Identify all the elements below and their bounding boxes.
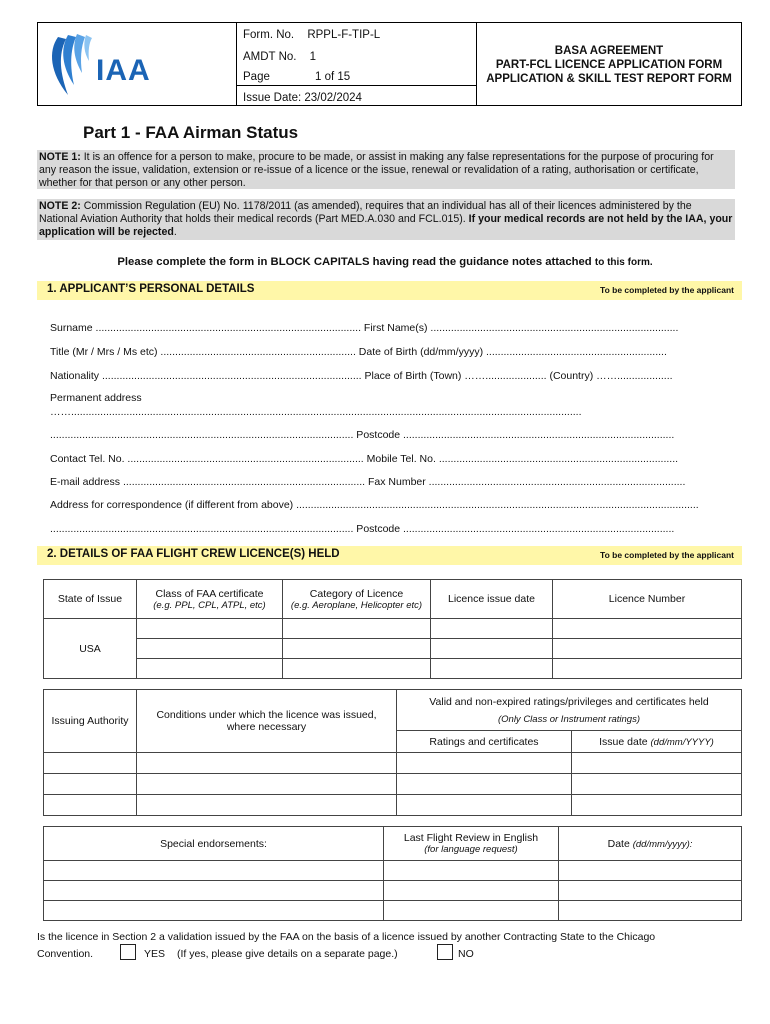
table-cell[interactable] <box>559 861 742 881</box>
instruction-small: to this form. <box>594 257 653 268</box>
meta-divider <box>237 85 476 86</box>
table-cell[interactable] <box>137 659 283 679</box>
valid-ratings-header <box>397 690 742 731</box>
table-cell[interactable] <box>559 881 742 901</box>
table-cell[interactable] <box>44 901 384 921</box>
amdt-value: 1 <box>309 51 317 63</box>
licence-table <box>43 579 742 679</box>
table-cell[interactable] <box>137 639 283 659</box>
table-cell[interactable] <box>572 753 742 774</box>
issue-date-row <box>243 92 362 104</box>
table-cell[interactable] <box>44 861 384 881</box>
note-2-text: Commission Regulation (EU) No. 1178/2011 (as amended), requires that an individual has all of their licences administered by the National Aviation Authority that holds their medical records (Part MED.A.030 and FCL.015). <box>39 200 692 226</box>
note-2 <box>37 199 735 240</box>
section-2-title: 2. DETAILS OF FAA FLIGHT CREW LICENCE(S) HELD <box>47 548 340 560</box>
instruction <box>0 256 770 268</box>
issue-date-header <box>572 731 742 753</box>
page-row <box>243 71 351 83</box>
email-fax-field-line[interactable]: E-mail address ................................................................................... Fax Number ........................................................................................ <box>50 476 686 488</box>
note-1-label: NOTE 1: <box>39 151 81 163</box>
review-date-format: (dd/mm/yyyy): <box>632 838 693 850</box>
col-licence-issue-date: Licence issue date <box>431 580 553 619</box>
last-flight-review-label: Last Flight Review in English <box>403 832 539 844</box>
note-2-label: NOTE 2: <box>39 200 81 212</box>
table-cell[interactable] <box>384 881 559 901</box>
yes-note: (If yes, please give details on a separate page.) <box>177 948 398 960</box>
no-label: NO <box>458 948 474 960</box>
form-no-label: Form. No. <box>243 29 295 41</box>
valid-ratings-subtitle: (Only Class or Instrument ratings) <box>497 713 640 725</box>
note-1 <box>37 150 735 189</box>
note-2-end: . <box>173 226 177 239</box>
part-title: Part 1 - FAA Airman Status <box>83 123 299 142</box>
table-cell[interactable] <box>397 795 572 816</box>
validation-question-line-1: Is the licence in Section 2 a validation issued by the FAA on the basis of a licence issued by another Contracting State to the Chicago <box>37 931 656 943</box>
form-no-value: RPPL-F-TIP-L <box>307 29 381 41</box>
section-1-header <box>37 281 742 300</box>
title-line-2: PART-FCL LICENCE APPLICATION FORM <box>495 59 723 71</box>
table-cell[interactable] <box>559 901 742 921</box>
table-cell[interactable] <box>44 795 137 816</box>
table-cell[interactable] <box>431 659 553 679</box>
table-cell[interactable] <box>431 619 553 639</box>
amdt-row <box>243 51 316 63</box>
col-category-label: Category of Licence <box>309 587 404 600</box>
table-cell[interactable] <box>283 659 431 679</box>
col-class-label: Class of FAA certificate <box>155 587 264 600</box>
table-cell[interactable] <box>384 901 559 921</box>
table-cell[interactable] <box>553 639 742 659</box>
issue-date-format: (dd/mm/YYYY) <box>650 736 714 748</box>
amdt-label: AMDT No. <box>243 51 297 63</box>
permanent-address-label: Permanent address <box>50 392 142 404</box>
logo-cell <box>38 23 237 105</box>
section-1-title: 1. APPLICANT’S PERSONAL DETAILS <box>47 283 255 295</box>
page-value: 1 of 15 <box>315 71 351 83</box>
ratings-table <box>43 689 742 816</box>
title-line-1: BASA AGREEMENT <box>554 45 664 57</box>
table-cell[interactable] <box>44 774 137 795</box>
table-cell[interactable] <box>572 795 742 816</box>
note-2-bold-text: If your medical records are not held by the IAA, your application will be rejected <box>39 213 733 239</box>
contact-tel-field-line[interactable]: Contact Tel. No. ................................................................................. Mobile Tel. No. .................................................................................. <box>50 453 679 465</box>
permanent-address-line[interactable]: ……............................................................................................................................................................................... <box>50 406 582 418</box>
logo-text: IAA <box>96 54 151 87</box>
table-cell[interactable] <box>397 774 572 795</box>
table-cell[interactable] <box>137 619 283 639</box>
table-cell[interactable] <box>283 619 431 639</box>
review-date-header <box>559 827 742 861</box>
title-line-3: APPLICATION & SKILL TEST REPORT FORM <box>486 73 732 85</box>
issue-date-label: Issue date <box>599 735 651 748</box>
surname-field-line[interactable]: Surname ........................................................................................... First Name(s) ..................................................................................... <box>50 322 679 334</box>
table-cell[interactable] <box>137 753 397 774</box>
correspondence-address-line[interactable]: Address for correspondence (if different from above) .......................................................................................................................................... <box>50 499 699 511</box>
table-cell[interactable] <box>431 639 553 659</box>
review-date-label: Date <box>607 837 633 850</box>
valid-ratings-title: Valid and non-expired ratings/privileges and certificates held <box>429 695 709 708</box>
yes-checkbox[interactable] <box>120 944 136 960</box>
nationality-field-line[interactable]: Nationality ......................................................................................... Place of Birth (Town) ……..................... (Country) ……................... <box>50 370 673 382</box>
special-endorsements-header: Special endorsements: <box>44 827 384 861</box>
section-2-header <box>37 546 742 565</box>
table-cell[interactable] <box>384 861 559 881</box>
title-dob-field-line[interactable]: Title (Mr / Mrs / Ms etc) ................................................................... Date of Birth (dd/mm/yyyy) .............................................................. <box>50 346 667 358</box>
section-2-note: To be completed by the applicant <box>600 550 734 560</box>
document-header <box>37 22 742 106</box>
page-label: Page <box>243 71 270 83</box>
col-state-of-issue: State of Issue <box>44 580 137 619</box>
section-1-note: To be completed by the applicant <box>600 285 734 295</box>
yes-label: YES <box>144 948 166 960</box>
note-1-text: It is an offence for a person to make, procure to be made, or assist in making any false representations for the purpose of procuring for any reason the issue, validation, extension or re-issue of a licence or the issue, renewal or revalidation of a rating, authorisation or certificate, whether for that person or any other person. <box>39 151 714 190</box>
col-class-of-certificate <box>137 580 283 619</box>
issuing-authority-header: Issuing Authority <box>44 690 137 753</box>
table-cell[interactable] <box>44 753 137 774</box>
no-checkbox[interactable] <box>437 944 453 960</box>
table-cell[interactable] <box>553 619 742 639</box>
table-cell[interactable] <box>397 753 572 774</box>
conditions-header: Conditions under which the licence was issued, where necessary <box>137 690 397 753</box>
col-licence-number: Licence Number <box>553 580 742 619</box>
endorsements-table <box>43 826 742 921</box>
table-cell[interactable] <box>137 774 397 795</box>
last-flight-review-sub: (for language request) <box>424 844 518 855</box>
issue-date-value: 23/02/2024 <box>304 92 362 104</box>
form-no-row <box>243 29 380 41</box>
correspondence-postcode-line[interactable]: ........................................................................................................ Postcode ............................................................................................. <box>50 523 675 535</box>
postcode-field-line[interactable]: ........................................................................................................ Postcode ............................................................................................. <box>50 429 675 441</box>
form-title <box>477 23 741 105</box>
table-cell[interactable] <box>44 881 384 901</box>
state-usa-cell: USA <box>44 619 137 679</box>
ratings-certificates-header: Ratings and certificates <box>397 731 572 753</box>
col-category-example: (e.g. Aeroplane, Helicopter etc) <box>290 599 423 611</box>
col-class-example: (e.g. PPL, CPL, ATPL, etc) <box>153 599 266 611</box>
table-cell[interactable] <box>137 795 397 816</box>
last-flight-review-header <box>384 827 559 861</box>
form-meta <box>237 23 477 105</box>
instruction-main: Please complete the form in BLOCK CAPITALS having read the guidance notes attached <box>117 256 595 268</box>
table-cell[interactable] <box>553 659 742 679</box>
col-category-of-licence <box>283 580 431 619</box>
table-cell[interactable] <box>283 639 431 659</box>
table-cell[interactable] <box>572 774 742 795</box>
issue-date-label: Issue Date: <box>243 92 302 104</box>
validation-question-line-2: Convention. <box>37 948 94 960</box>
